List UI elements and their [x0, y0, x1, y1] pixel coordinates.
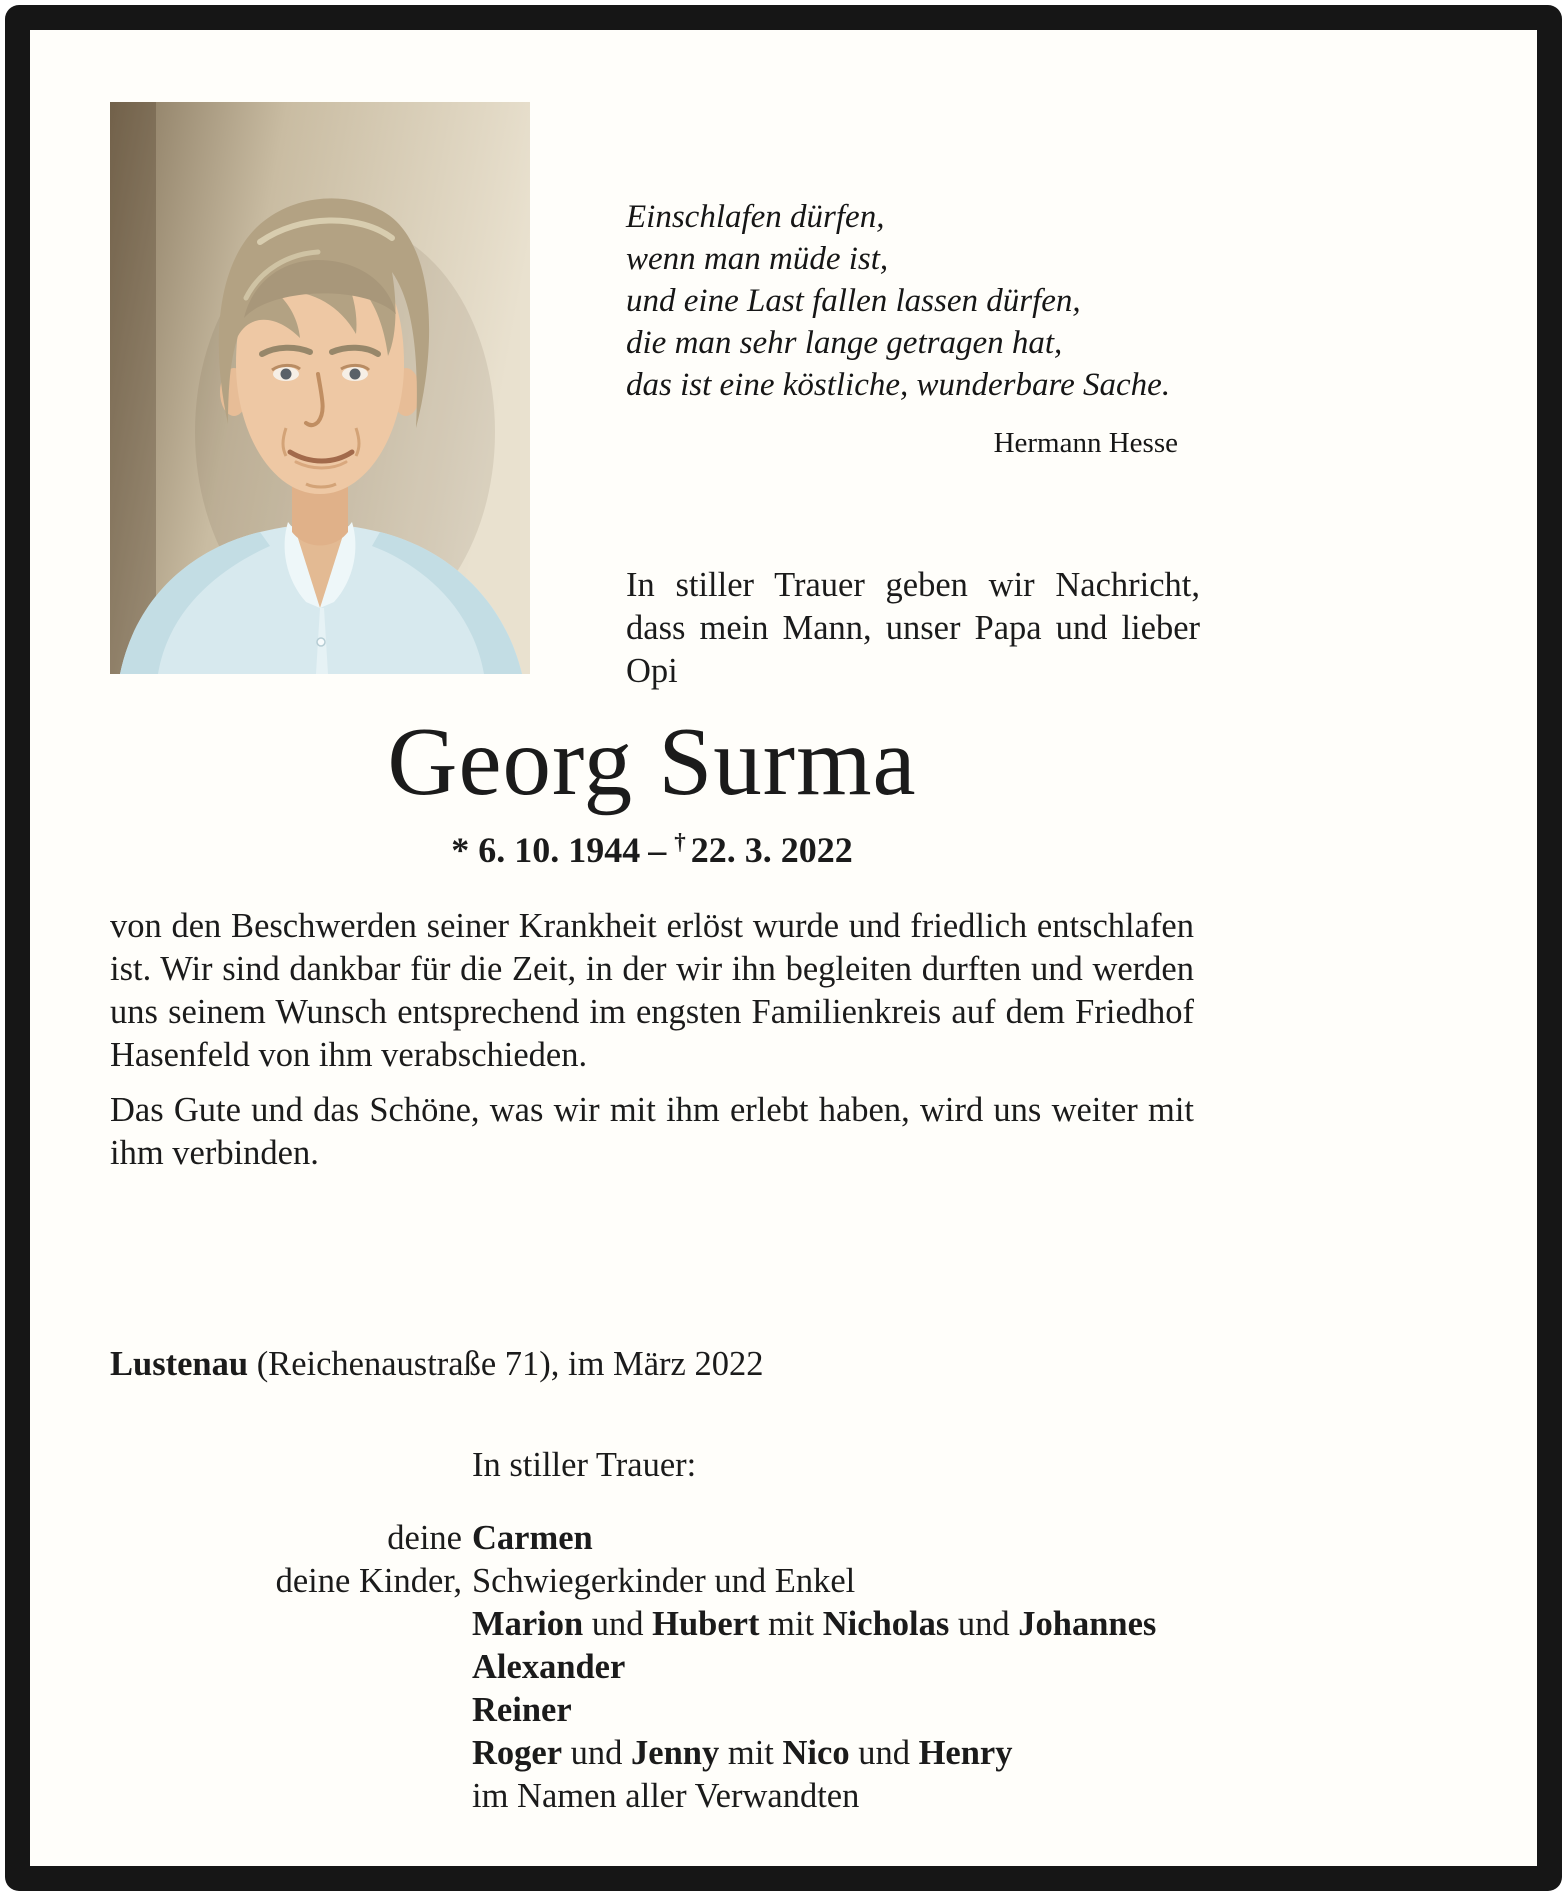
death-cross-symbol: †: [674, 828, 686, 854]
birth-date: * 6. 10. 1944: [451, 829, 641, 870]
border-frame: [5, 5, 1562, 1891]
deceased-name: Georg Surma: [387, 708, 917, 815]
mourner-names: Marion und Hubert mit Nicholas und Johannes: [472, 1604, 1157, 1643]
mourner-names: Carmen: [472, 1518, 593, 1557]
memorial-quote: [626, 196, 1182, 464]
mourner-names: im Namen aller Verwandten: [472, 1776, 860, 1815]
mourner-relation: [110, 1689, 462, 1732]
farewell-paragraph: Das Gute und das Schöne, was wir mit ihm erlebt haben, wird uns weiter mit ihm verbinden.: [110, 1090, 1194, 1172]
quote-line: und eine Last fallen lassen dürfen,: [626, 283, 1081, 319]
mourning-heading-row: [110, 1444, 1194, 1487]
portrait-photo-image: [110, 102, 530, 674]
mourning-heading: In stiller Trauer:: [472, 1445, 697, 1484]
mourner-relation: [110, 1775, 462, 1818]
mourner-row: [110, 1689, 1194, 1732]
mourning-section: [110, 1444, 1194, 1818]
mourner-names: Alexander: [472, 1647, 626, 1686]
mourner-relation: deine: [387, 1518, 462, 1557]
death-date: 22. 3. 2022: [690, 829, 853, 870]
mourner-relation: [110, 1444, 462, 1487]
announcement-paragraph: von den Beschwerden seiner Krankheit erlöst wurde und friedlich entschlafen ist. Wir sind dankbar für die Zeit, in der wir ihn begleiten durften und werden uns seinem Wunsch entsprechend im engsten Familienkreis auf dem Friedhof Hasenfeld von ihm verabschieden.: [110, 906, 1194, 1074]
life-dates: [110, 829, 1194, 871]
portrait-photo: [110, 102, 530, 674]
mourner-row: [110, 1603, 1194, 1646]
quote-attribution: Hermann Hesse: [993, 427, 1178, 459]
mourner-names: Roger und Jenny mit Nico und Henry: [472, 1733, 1013, 1772]
mourner-names: Schwiegerkinder und Enkel: [472, 1561, 856, 1600]
quote-line: wenn man müde ist,: [626, 241, 889, 277]
quote-line: die man sehr lange getragen hat,: [626, 325, 1063, 361]
mourner-row: [110, 1517, 1194, 1560]
place-date-line: Lustenau (Reichenaustraße 71), im März 2022: [110, 1344, 764, 1383]
main-content: [110, 710, 1194, 1818]
mourner-relation: [110, 1646, 462, 1689]
header-section: [30, 30, 1537, 690]
mourner-row: [110, 1732, 1194, 1775]
mourner-relation: [110, 1732, 462, 1775]
date-separator: –: [648, 829, 667, 870]
mourner-relation: deine Kinder,: [275, 1561, 462, 1600]
mourner-row: [110, 1560, 1194, 1603]
mourner-row: [110, 1775, 1194, 1818]
quote-line: das ist eine köstliche, wunderbare Sache.: [626, 367, 1171, 403]
mourner-row: [110, 1646, 1194, 1689]
quote-line: Einschlafen dürfen,: [626, 199, 885, 235]
mourner-names: Reiner: [472, 1690, 572, 1729]
intro-text: In stiller Trauer geben wir Nachricht, dass mein Mann, unser Papa und lieber Opi: [626, 566, 1200, 690]
mourner-relation: [110, 1603, 462, 1646]
